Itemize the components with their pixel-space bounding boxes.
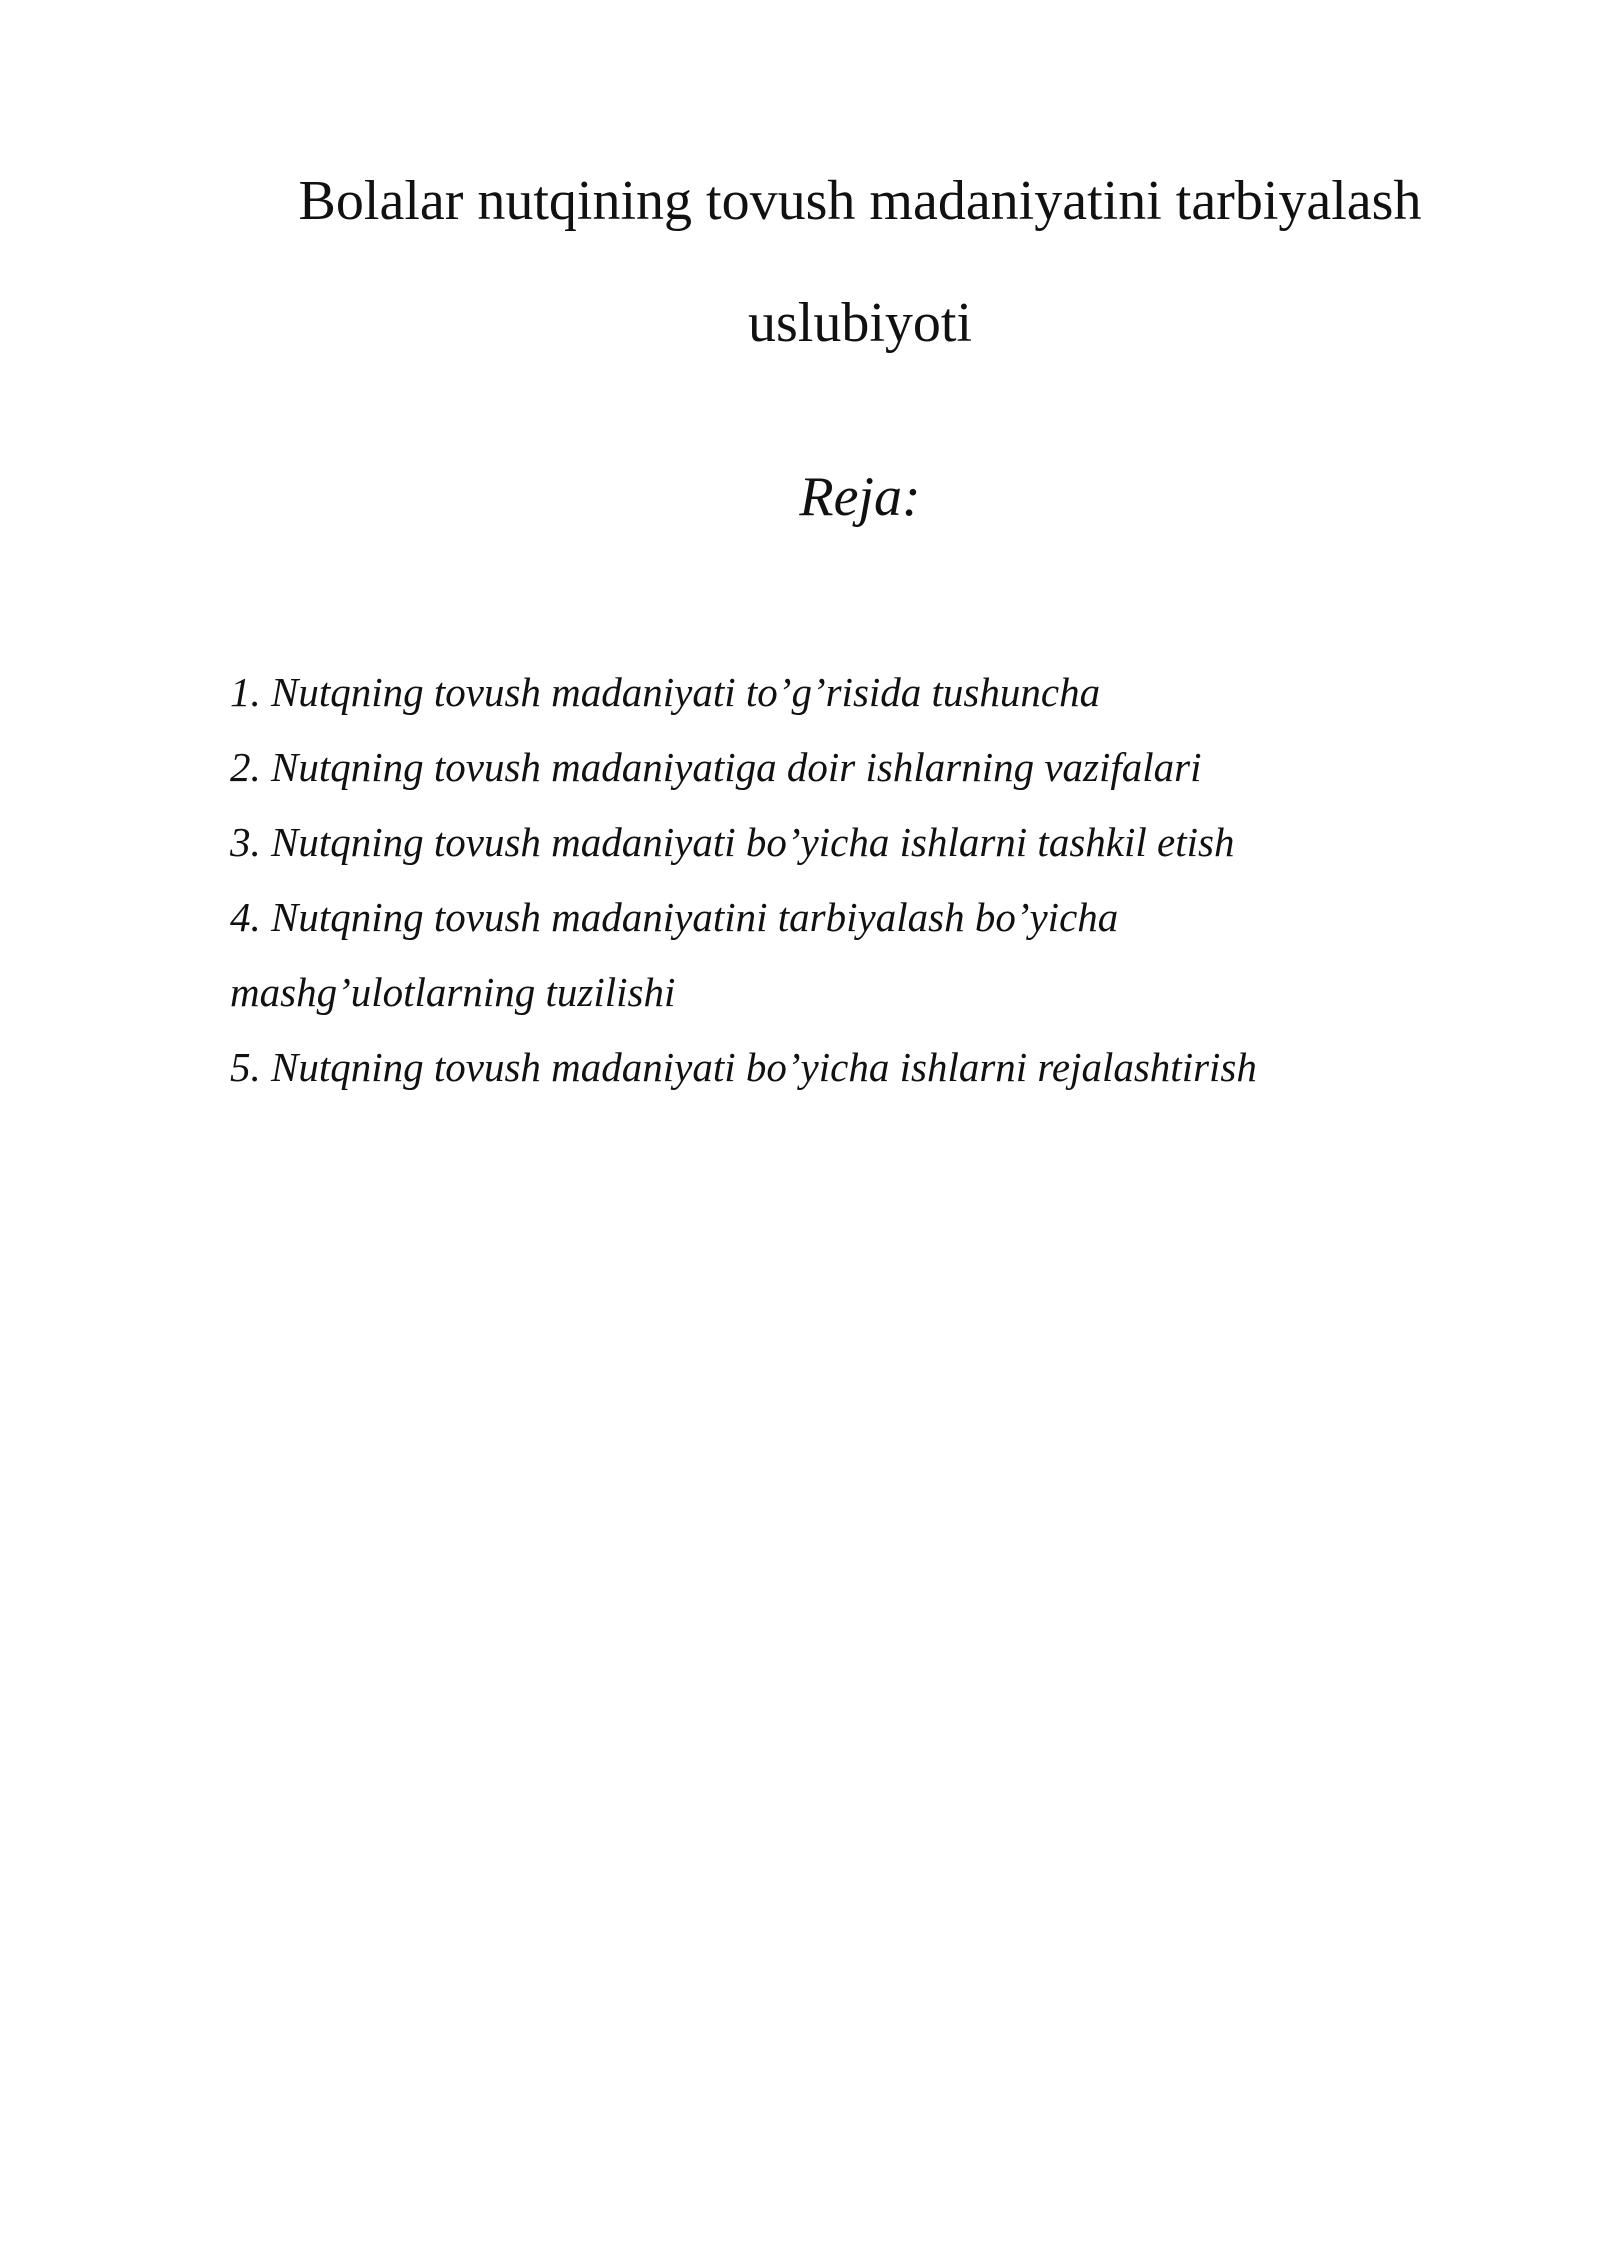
document-title-line-2: uslubiyoti bbox=[747, 292, 973, 354]
plan-item bbox=[230, 805, 1430, 880]
plan-item bbox=[230, 1030, 1430, 1105]
plan-item bbox=[230, 880, 1430, 1030]
plan-heading: Reja: bbox=[799, 466, 921, 528]
document-title bbox=[220, 140, 1500, 384]
plan-item-text: 2. Nutqning tovush madaniyatiga doir ishlarning vazifalari bbox=[230, 744, 1202, 790]
plan-item-text-continuation: mashg’ulotlarning tuzilishi bbox=[230, 969, 676, 1015]
plan-item-text: 5. Nutqning tovush madaniyati bo’yicha ishlarni rejalashtirish bbox=[230, 1044, 1257, 1090]
plan-item bbox=[230, 655, 1430, 730]
plan-item-text: 3. Nutqning tovush madaniyati bo’yicha ishlarni tashkil etish bbox=[230, 819, 1235, 865]
plan-item-text: 4. Nutqning tovush madaniyatini tarbiyalash bo’yicha bbox=[230, 894, 1119, 940]
document-title-line-1: Bolalar nutqining tovush madaniyatini tarbiyalash bbox=[298, 170, 1422, 232]
plan-item bbox=[230, 730, 1430, 805]
plan-list bbox=[230, 655, 1430, 1105]
plan-item-text: 1. Nutqning tovush madaniyati to’g’risida tushuncha bbox=[230, 669, 1101, 715]
